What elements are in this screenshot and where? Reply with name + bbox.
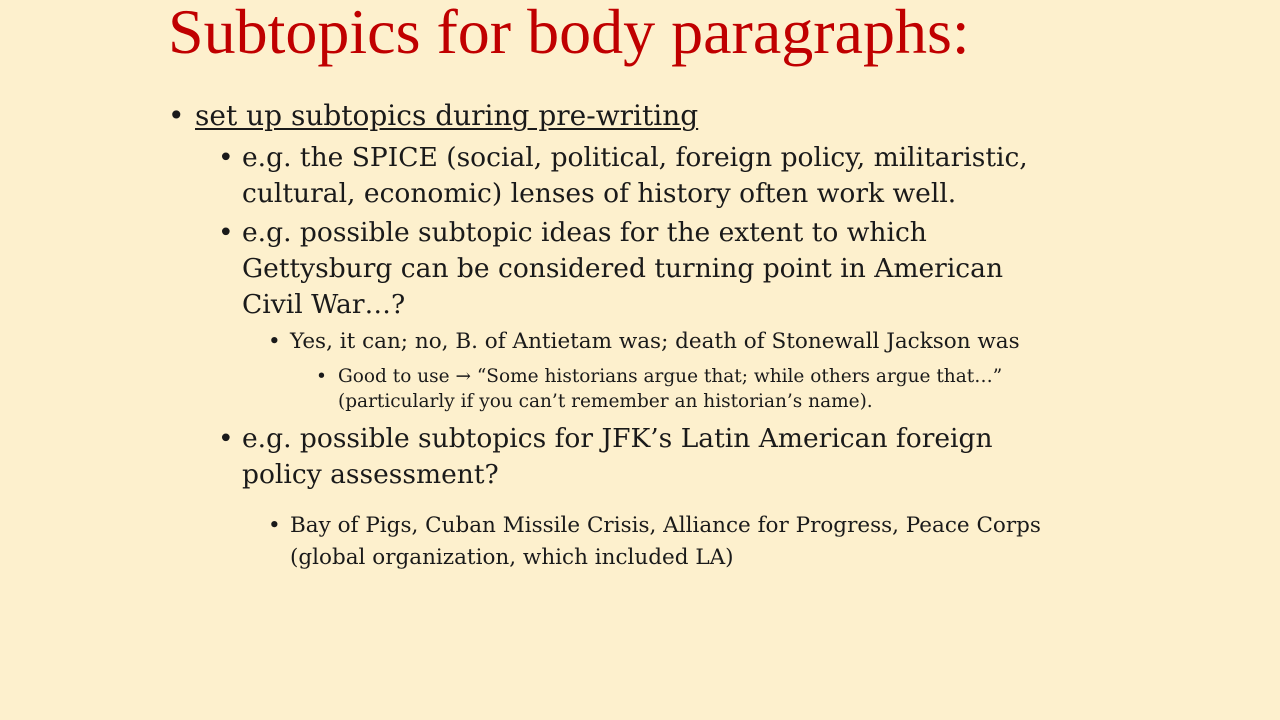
slide-title: Subtopics for body paragraphs: (168, 0, 970, 67)
bullet-dot: • (268, 329, 281, 354)
bullet-text: set up subtopics during pre-writing (195, 99, 699, 132)
bullet-dot: • (218, 423, 234, 454)
bullet-text-line: (particularly if you can’t remember an historian’s name). (338, 391, 873, 412)
bullet-item-jfk (218, 421, 993, 493)
bullet-text-line: e.g. possible subtopic ideas for the extent to which (242, 217, 927, 248)
bullet-item-antietam (268, 326, 1020, 358)
bullet-text-line: (global organization, which included LA) (290, 545, 734, 570)
bullet-text: Yes, it can; no, B. of Antietam was; death of Stonewall Jackson was (290, 329, 1020, 354)
bullet-text-line: Good to use → “Some historians argue that; while others argue that…” (338, 366, 1003, 387)
bullet-text-line: policy assessment? (242, 459, 499, 490)
bullet-text-line: cultural, economic) lenses of history often work well. (242, 178, 957, 209)
bullet-item-gettysburg (218, 215, 1003, 323)
bullet-text-line: e.g. possible subtopics for JFK’s Latin American foreign (242, 423, 993, 454)
bullet-dot: • (168, 99, 185, 132)
bullet-item-historians-argue (316, 364, 1002, 414)
bullet-dot: • (218, 142, 234, 173)
bullet-dot: • (316, 366, 327, 387)
bullet-dot: • (218, 217, 234, 248)
bullet-dot: • (268, 513, 281, 538)
bullet-text-line: Civil War…? (242, 289, 406, 320)
bullet-text-line: Gettysburg can be considered turning point in American (242, 253, 1004, 284)
bullet-text-line: e.g. the SPICE (social, political, foreign policy, militaristic, (242, 142, 1028, 173)
bullet-text-line: Bay of Pigs, Cuban Missile Crisis, Alliance for Progress, Peace Corps (290, 513, 1041, 538)
bullet-item-bay-of-pigs (268, 510, 1041, 574)
bullet-item-subtopics-prewriting (168, 99, 698, 133)
bullet-item-spice (218, 140, 1028, 212)
